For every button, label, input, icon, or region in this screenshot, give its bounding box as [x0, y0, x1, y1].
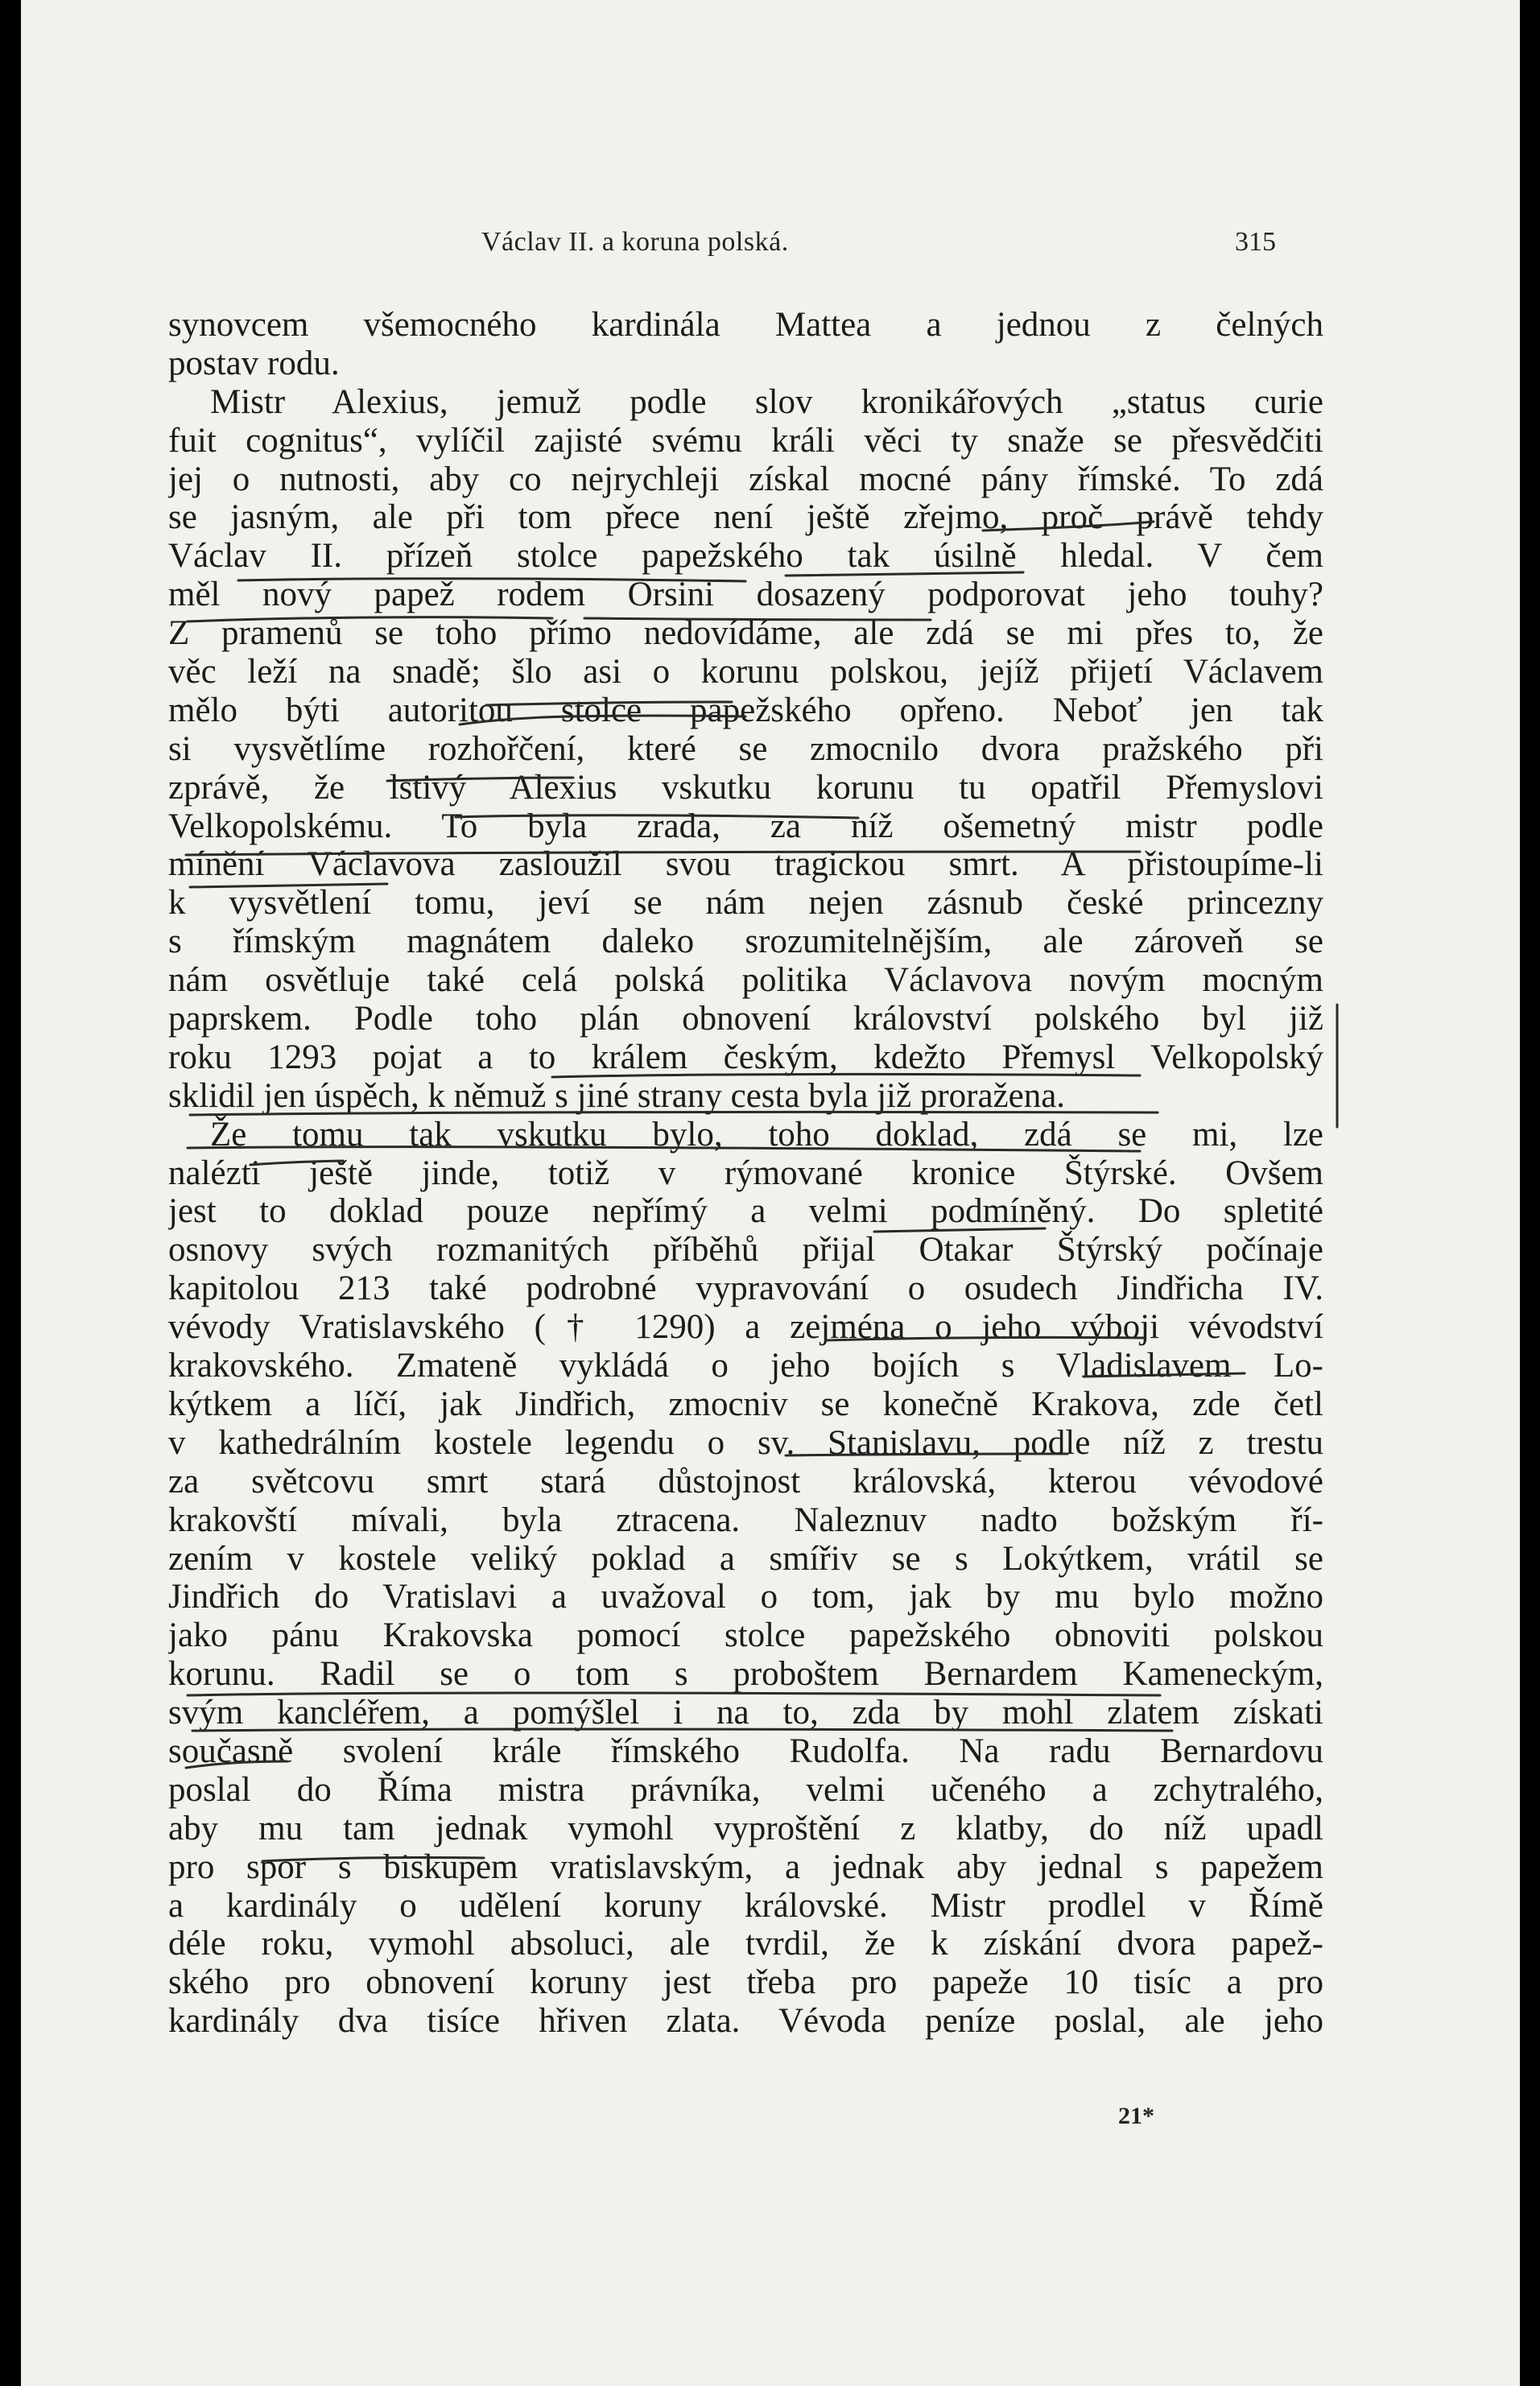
page-number: 315 [1235, 227, 1276, 257]
text-line: ského pro obnovení koruny jest třeba pro papeže 10 tisíc a pro [168, 1963, 1323, 2002]
text-line: Jindřich do Vratislavi a uvažoval o tom, jak by mu bylo možno [168, 1578, 1323, 1616]
text-line: mělo býti autoritou stolce papežského opřeno. Neboť jen tak [168, 691, 1323, 729]
text-line: synovcem všemocného kardinála Mattea a jednou z čelných [168, 306, 1323, 344]
text-line: kardinály dva tisíce hřiven zlata. Vévoda peníze poslal, ale jeho [168, 2002, 1323, 2041]
text-line: roku 1293 pojat a to králem českým, kdežto Přemysl Velkopolský [168, 1038, 1323, 1076]
text-line: nám osvětluje také celá polská politika Václavova novým mocným [168, 961, 1323, 1000]
text-line: a kardinály o udělení koruny královské. Mistr prodlel v Římě [168, 1886, 1323, 1925]
text-line: si vysvětlíme rozhořčení, které se zmocnilo dvora pražského při [168, 729, 1323, 768]
text-line: s římským magnátem daleko srozumitelnějším, ale zároveň se [168, 923, 1323, 961]
text-line: déle roku, vymohl absoluci, ale tvrdil, že k získání dvora papež- [168, 1925, 1323, 1963]
text-line: Že tomu tak vskutku bylo, toho doklad, zdá se mi, lze [210, 1115, 1323, 1154]
text-line: jej o nutnosti, aby co nejrychleji získal mocné pány římské. To zdá [168, 460, 1323, 498]
text-line: zením v kostele veliký poklad a smířiv se s Lokýtkem, vrátil se [168, 1539, 1323, 1578]
text-line: k vysvětlení tomu, jeví se nám nejen zásnub české princezny [168, 884, 1323, 923]
text-line: měl nový papež rodem Orsini dosazený podporovat jeho touhy? [168, 576, 1323, 614]
text-line: postav rodu. [168, 344, 340, 382]
text-line: nalézti ještě jinde, totiž v rýmované kronice Štýrské. Ovšem [168, 1154, 1323, 1192]
page-sheet [21, 0, 1520, 2386]
text-line: kapitolou 213 také podrobné vypravování o osudech Jindřicha IV. [168, 1269, 1323, 1308]
text-line: mínění Václavova zasloužil svou tragickou smrt. A přistoupíme-li [168, 845, 1323, 884]
text-line: pro spor s biskupem vratislavským, a jednak aby jednal s papežem [168, 1847, 1323, 1886]
text-line: kýtkem a líčí, jak Jindřich, zmocniv se konečně Krakova, zde četl [168, 1385, 1323, 1423]
text-line: jako pánu Krakovska pomocí stolce papežského obnoviti polskou [168, 1616, 1323, 1655]
paragraph-1 [168, 306, 1323, 383]
signature-mark: 21* [1118, 2103, 1154, 2129]
body-text [168, 306, 1323, 2041]
text-line: korunu. Radil se o tom s proboštem Bernardem Kameneckým, [168, 1655, 1323, 1694]
text-line: Velkopolskému. To byla zrada, za níž ošemetný mistr podle [168, 807, 1323, 845]
paragraph-3 [168, 1116, 1323, 2041]
text-line: poslal do Říma mistra právníka, velmi učeného a zchytralého, [168, 1770, 1323, 1809]
text-line: současně svolení krále římského Rudolfa. Na radu Bernardovu [168, 1732, 1323, 1770]
text-line: fuit cognitus“, vylíčil zajisté svému králi věci ty snaže se přesvědčiti [168, 421, 1323, 460]
text-line: vévody Vratislavského († 1290) a zejména o jeho výboji vévodství [168, 1308, 1323, 1347]
text-line: krakovští mívali, byla ztracena. Naleznuv nadto božským ří- [168, 1501, 1323, 1539]
text-line: Václav II. přízeň stolce papežského tak úsilně hledal. V čem [168, 537, 1323, 576]
text-line: krakovského. Zmateně vykládá o jeho bojích s Vladislavem Lo- [168, 1347, 1323, 1385]
text-line: aby mu tam jednak vymohl vyproštění z klatby, do níž upadl [168, 1809, 1323, 1847]
text-line: jest to doklad pouze nepřímý a velmi podmíněný. Do spletité [168, 1192, 1323, 1231]
text-line: sklidil jen úspěch, k němuž s jiné strany cesta byla již proražena. [168, 1076, 1066, 1115]
text-line: Mistr Alexius, jemuž podle slov kronikářových „status curie [210, 382, 1323, 421]
text-line: zprávě, že lstivý Alexius vskutku korunu tu opatřil Přemyslovi [168, 768, 1323, 807]
running-title: Václav II. a koruna polská. [481, 227, 789, 257]
text-line: za světcovu smrt stará důstojnost královská, kterou vévodové [168, 1462, 1323, 1501]
text-line: svým kancléřem, a pomýšlel i na to, zda by mohl zlatem získati [168, 1694, 1323, 1732]
text-line: paprskem. Podle toho plán obnovení království polského byl již [168, 1000, 1323, 1038]
paragraph-2 [168, 383, 1323, 1116]
text-line: v kathedrálním kostele legendu o sv. Stanislavu, podle níž z trestu [168, 1423, 1323, 1462]
text-line: osnovy svých rozmanitých příběhů přijal Otakar Štýrský počínaje [168, 1231, 1323, 1269]
text-line: věc leží na snadě; šlo asi o korunu polskou, jejíž přijetí Václavem [168, 653, 1323, 691]
text-line: Z pramenů se toho přímo nedovídáme, ale zdá se mi přes to, že [168, 614, 1323, 653]
text-line: se jasným, ale při tom přece není ještě zřejmo, proč právě tehdy [168, 498, 1323, 537]
